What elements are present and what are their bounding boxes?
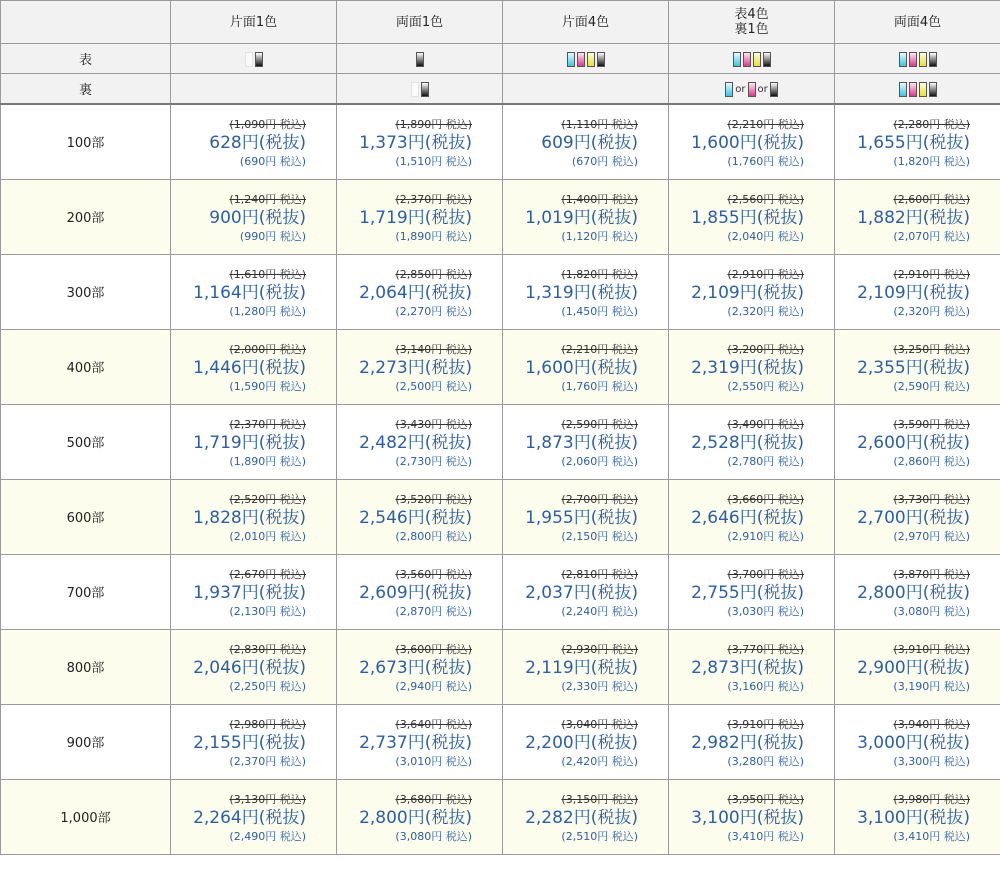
header-front4-back1 [669, 1, 835, 44]
price-cell[interactable] [669, 254, 835, 329]
quantity-label: 500部 [1, 404, 171, 479]
price-taxincl: (2,860円 税込) [893, 454, 970, 468]
price-taxincl: (2,070円 税込) [893, 229, 970, 243]
price-cell[interactable] [669, 104, 835, 179]
price-cell[interactable] [503, 179, 669, 254]
old-price-taxincl: (2,980円 税込) [229, 717, 306, 731]
quantity-row [1, 104, 1000, 179]
price-taxincl: (2,510円 税込) [561, 829, 638, 843]
old-price-taxincl: (2,810円 税込) [561, 567, 638, 581]
back-ink-cell [669, 74, 835, 105]
price-taxincl: (2,240円 税込) [561, 604, 638, 618]
price-taxincl: (2,420円 税込) [561, 754, 638, 768]
old-price-taxincl: (3,950円 税込) [727, 792, 804, 806]
price-taxexcl: 2,282円(税抜) [525, 807, 638, 828]
price-taxexcl: 2,900円(税抜) [857, 657, 970, 678]
price-taxexcl: 3,100円(税抜) [857, 807, 970, 828]
old-price-taxincl: (2,370円 税込) [395, 192, 472, 206]
price-cell[interactable] [835, 179, 1000, 254]
old-price-taxincl: (3,130円 税込) [229, 792, 306, 806]
price-cell[interactable] [835, 629, 1000, 704]
price-taxexcl: 1,600円(税抜) [525, 357, 638, 378]
old-price-taxincl: (2,000円 税込) [229, 342, 306, 356]
price-taxexcl: 2,155円(税抜) [193, 732, 306, 753]
quantity-label: 200部 [1, 179, 171, 254]
price-taxexcl: 3,000円(税抜) [857, 732, 970, 753]
price-cell[interactable] [503, 254, 669, 329]
old-price-taxincl: (3,250円 税込) [893, 342, 970, 356]
price-taxexcl: 2,673円(税抜) [359, 657, 472, 678]
quantity-row [1, 329, 1000, 404]
corner-cell [1, 1, 171, 44]
price-cell[interactable] [503, 704, 669, 779]
price-taxincl: (1,120円 税込) [561, 229, 638, 243]
front-ink-cell [337, 44, 503, 74]
price-cell[interactable] [171, 179, 337, 254]
header-label-line2: 裏1色 [734, 22, 769, 37]
magenta-ink-icon [909, 52, 917, 67]
price-taxexcl: 1,655円(税抜) [857, 132, 970, 153]
header-single-side-1color [171, 1, 337, 44]
price-taxexcl: 2,064円(税抜) [359, 282, 472, 303]
quantity-row [1, 254, 1000, 329]
price-cell[interactable] [171, 704, 337, 779]
blank-ink-icon [245, 52, 253, 67]
price-taxexcl: 1,719円(税抜) [359, 207, 472, 228]
old-price-taxincl: (1,110円 税込) [561, 117, 638, 131]
price-taxincl: (2,010円 税込) [229, 529, 306, 543]
quantity-row [1, 404, 1000, 479]
quantity-label: 1,000部 [1, 779, 171, 854]
price-cell[interactable] [835, 704, 1000, 779]
price-taxincl: (1,890円 税込) [229, 454, 306, 468]
old-price-taxincl: (1,090円 税込) [229, 117, 306, 131]
cyan-ink-icon [899, 52, 907, 67]
price-taxexcl: 1,882円(税抜) [857, 207, 970, 228]
price-taxexcl: 2,600円(税抜) [857, 432, 970, 453]
back-ink-cell [337, 74, 503, 105]
front-ink-cell [835, 44, 1000, 74]
price-cell[interactable] [669, 179, 835, 254]
quantity-label: 300部 [1, 254, 171, 329]
blank-ink-icon [411, 82, 419, 97]
old-price-taxincl: (3,870円 税込) [893, 567, 970, 581]
price-taxincl: (2,910円 税込) [727, 529, 804, 543]
price-taxexcl: 1,164円(税抜) [193, 282, 306, 303]
price-taxexcl: 2,737円(税抜) [359, 732, 472, 753]
yellow-ink-icon [919, 52, 927, 67]
magenta-ink-icon [743, 52, 751, 67]
price-taxexcl: 2,109円(税抜) [857, 282, 970, 303]
yellow-ink-icon [587, 52, 595, 67]
old-price-taxincl: (3,520円 税込) [395, 492, 472, 506]
old-price-taxincl: (3,910円 税込) [893, 642, 970, 656]
black-ink-icon [929, 52, 937, 67]
yellow-ink-icon [919, 82, 927, 97]
old-price-taxincl: (1,610円 税込) [229, 267, 306, 281]
front-ink-row [1, 44, 1000, 74]
old-price-taxincl: (3,660円 税込) [727, 492, 804, 506]
price-cell[interactable] [171, 779, 337, 854]
old-price-taxincl: (1,240円 税込) [229, 192, 306, 206]
price-taxincl: (2,270円 税込) [395, 304, 472, 318]
price-taxexcl: 1,828円(税抜) [193, 507, 306, 528]
price-taxexcl: 1,319円(税抜) [525, 282, 638, 303]
price-cell[interactable] [835, 254, 1000, 329]
price-cell[interactable] [337, 629, 503, 704]
price-taxexcl: 1,955円(税抜) [525, 507, 638, 528]
price-taxincl: (2,040円 税込) [727, 229, 804, 243]
front-ink-cell [503, 44, 669, 74]
price-taxincl: (690円 税込) [239, 154, 306, 168]
price-taxexcl: 1,719円(税抜) [193, 432, 306, 453]
price-taxexcl: 2,119円(税抜) [525, 657, 638, 678]
price-taxexcl: 2,800円(税抜) [857, 582, 970, 603]
price-taxexcl: 2,109円(税抜) [691, 282, 804, 303]
price-taxincl: (2,590円 税込) [893, 379, 970, 393]
header-row [1, 1, 1000, 44]
old-price-taxincl: (1,890円 税込) [395, 117, 472, 131]
price-taxincl: (3,280円 税込) [727, 754, 804, 768]
price-taxincl: (2,330円 税込) [561, 679, 638, 693]
price-taxincl: (3,010円 税込) [395, 754, 472, 768]
back-ink-row [1, 74, 1000, 105]
price-taxexcl: 2,482円(税抜) [359, 432, 472, 453]
price-cell[interactable] [669, 779, 835, 854]
price-rows [1, 104, 1000, 854]
quantity-label: 400部 [1, 329, 171, 404]
old-price-taxincl: (3,730円 税込) [893, 492, 970, 506]
old-price-taxincl: (3,560円 税込) [395, 567, 472, 581]
old-price-taxincl: (2,910円 税込) [727, 267, 804, 281]
price-cell[interactable] [171, 629, 337, 704]
old-price-taxincl: (3,490円 税込) [727, 417, 804, 431]
price-cell[interactable] [503, 629, 669, 704]
old-price-taxincl: (2,520円 税込) [229, 492, 306, 506]
price-taxincl: (1,760円 税込) [561, 379, 638, 393]
price-taxincl: (3,190円 税込) [893, 679, 970, 693]
old-price-taxincl: (3,640円 税込) [395, 717, 472, 731]
price-taxexcl: 2,046円(税抜) [193, 657, 306, 678]
price-taxincl: (3,030円 税込) [727, 604, 804, 618]
black-ink-icon [763, 52, 771, 67]
old-price-taxincl: (2,590円 税込) [561, 417, 638, 431]
price-taxexcl: 2,609円(税抜) [359, 582, 472, 603]
price-cell[interactable] [669, 404, 835, 479]
old-price-taxincl: (2,370円 税込) [229, 417, 306, 431]
price-taxincl: (1,280円 税込) [229, 304, 306, 318]
quantity-row [1, 779, 1000, 854]
quantity-row [1, 554, 1000, 629]
price-cell[interactable] [503, 554, 669, 629]
price-taxincl: (1,450円 税込) [561, 304, 638, 318]
price-cell[interactable] [503, 104, 669, 179]
price-taxincl: (1,510円 税込) [395, 154, 472, 168]
price-cell[interactable] [171, 404, 337, 479]
price-taxincl: (3,300円 税込) [893, 754, 970, 768]
price-taxincl: (1,590円 税込) [229, 379, 306, 393]
price-taxincl: (2,970円 税込) [893, 529, 970, 543]
header-label-line1: 表4色 [734, 7, 769, 22]
old-price-taxincl: (3,700円 税込) [727, 567, 804, 581]
price-taxincl: (2,370円 税込) [229, 754, 306, 768]
price-taxincl: (2,800円 税込) [395, 529, 472, 543]
price-cell[interactable] [503, 329, 669, 404]
price-taxincl: (1,760円 税込) [727, 154, 804, 168]
old-price-taxincl: (2,560円 税込) [727, 192, 804, 206]
price-cell[interactable] [337, 254, 503, 329]
price-cell[interactable] [171, 479, 337, 554]
price-cell[interactable] [503, 779, 669, 854]
price-taxincl: (2,130円 税込) [229, 604, 306, 618]
price-taxexcl: 2,755円(税抜) [691, 582, 804, 603]
back-ink-cell [835, 74, 1000, 105]
black-ink-icon [416, 52, 424, 67]
cyan-ink-icon [725, 82, 733, 97]
header-label: 両面1色 [395, 14, 444, 30]
old-price-taxincl: (2,930円 税込) [561, 642, 638, 656]
price-taxexcl: 2,982円(税抜) [691, 732, 804, 753]
price-cell[interactable] [171, 104, 337, 179]
price-taxexcl: 2,037円(税抜) [525, 582, 638, 603]
front-ink-cell [171, 44, 337, 74]
old-price-taxincl: (2,600円 税込) [893, 192, 970, 206]
old-price-taxincl: (3,980円 税込) [893, 792, 970, 806]
price-taxincl: (3,410円 税込) [893, 829, 970, 843]
price-cell[interactable] [171, 554, 337, 629]
magenta-ink-icon [909, 82, 917, 97]
magenta-ink-icon [577, 52, 585, 67]
old-price-taxincl: (2,700円 税込) [561, 492, 638, 506]
price-cell[interactable] [171, 254, 337, 329]
price-taxexcl: 2,273円(税抜) [359, 357, 472, 378]
price-taxexcl: 2,873円(税抜) [691, 657, 804, 678]
price-taxexcl: 628円(税抜) [209, 132, 306, 153]
price-taxexcl: 609円(税抜) [541, 132, 638, 153]
price-taxexcl: 3,100円(税抜) [691, 807, 804, 828]
price-taxexcl: 1,855円(税抜) [691, 207, 804, 228]
header-label: 両面4色 [893, 14, 942, 30]
price-taxexcl: 2,200円(税抜) [525, 732, 638, 753]
old-price-taxincl: (2,280円 税込) [893, 117, 970, 131]
price-taxincl: (2,490円 税込) [229, 829, 306, 843]
price-taxincl: (2,730円 税込) [395, 454, 472, 468]
price-taxincl: (3,160円 税込) [727, 679, 804, 693]
price-cell[interactable] [835, 404, 1000, 479]
front-ink-cell [669, 44, 835, 74]
price-taxincl: (2,320円 税込) [727, 304, 804, 318]
cyan-ink-icon [899, 82, 907, 97]
quantity-label: 600部 [1, 479, 171, 554]
price-taxincl: (3,410円 税込) [727, 829, 804, 843]
price-taxincl: (990円 税込) [239, 229, 306, 243]
price-taxincl: (2,870円 税込) [395, 604, 472, 618]
black-ink-icon [770, 82, 778, 97]
old-price-taxincl: (2,850円 税込) [395, 267, 472, 281]
price-taxexcl: 2,646円(税抜) [691, 507, 804, 528]
old-price-taxincl: (3,600円 税込) [395, 642, 472, 656]
price-cell[interactable] [669, 329, 835, 404]
price-taxexcl: 1,937円(税抜) [193, 582, 306, 603]
header-label: 片面4色 [561, 14, 610, 30]
black-ink-icon [255, 52, 263, 67]
old-price-taxincl: (1,400円 税込) [561, 192, 638, 206]
price-taxexcl: 1,873円(税抜) [525, 432, 638, 453]
price-taxincl: (2,500円 税込) [395, 379, 472, 393]
cyan-ink-icon [733, 52, 741, 67]
price-cell[interactable] [669, 629, 835, 704]
magenta-ink-icon [748, 82, 756, 97]
price-taxincl: (1,820円 税込) [893, 154, 970, 168]
price-cell[interactable] [835, 104, 1000, 179]
price-cell[interactable] [669, 554, 835, 629]
price-cell[interactable] [337, 104, 503, 179]
old-price-taxincl: (3,200円 税込) [727, 342, 804, 356]
black-ink-icon [929, 82, 937, 97]
header-label: 片面1色 [229, 14, 278, 30]
price-taxincl: (2,150円 税込) [561, 529, 638, 543]
old-price-taxincl: (3,940円 税込) [893, 717, 970, 731]
price-taxincl: (2,060円 税込) [561, 454, 638, 468]
old-price-taxincl: (3,680円 税込) [395, 792, 472, 806]
price-cell[interactable] [337, 779, 503, 854]
price-cell[interactable] [337, 179, 503, 254]
header-double-side-4color [835, 1, 1000, 44]
old-price-taxincl: (3,140円 税込) [395, 342, 472, 356]
header-double-side-1color [337, 1, 503, 44]
price-taxincl: (3,080円 税込) [395, 829, 472, 843]
price-cell[interactable] [669, 479, 835, 554]
quantity-label: 100部 [1, 104, 171, 179]
price-taxexcl: 1,019円(税抜) [525, 207, 638, 228]
old-price-taxincl: (2,210円 税込) [727, 117, 804, 131]
price-cell[interactable] [503, 404, 669, 479]
yellow-ink-icon [753, 52, 761, 67]
price-cell[interactable] [337, 329, 503, 404]
back-label: 裏 [1, 74, 171, 105]
old-price-taxincl: (2,670円 税込) [229, 567, 306, 581]
quantity-label: 700部 [1, 554, 171, 629]
old-price-taxincl: (2,830円 税込) [229, 642, 306, 656]
price-cell[interactable] [337, 704, 503, 779]
price-taxincl: (3,080円 税込) [893, 604, 970, 618]
price-cell[interactable] [835, 779, 1000, 854]
price-cell[interactable] [503, 479, 669, 554]
price-taxexcl: 900円(税抜) [209, 207, 306, 228]
price-cell[interactable] [337, 404, 503, 479]
quantity-label: 800部 [1, 629, 171, 704]
price-taxexcl: 2,528円(税抜) [691, 432, 804, 453]
back-ink-cell [503, 74, 669, 105]
quantity-row [1, 479, 1000, 554]
price-cell[interactable] [835, 554, 1000, 629]
price-cell[interactable] [669, 704, 835, 779]
price-taxincl: (2,550円 税込) [727, 379, 804, 393]
price-cell[interactable] [171, 329, 337, 404]
quantity-row [1, 704, 1000, 779]
quantity-row [1, 629, 1000, 704]
price-taxexcl: 2,800円(税抜) [359, 807, 472, 828]
price-taxincl: (2,320円 税込) [893, 304, 970, 318]
back-ink-cell [171, 74, 337, 105]
price-taxincl: (1,890円 税込) [395, 229, 472, 243]
old-price-taxincl: (1,820円 税込) [561, 267, 638, 281]
old-price-taxincl: (3,150円 税込) [561, 792, 638, 806]
old-price-taxincl: (3,910円 税込) [727, 717, 804, 731]
price-cell[interactable] [337, 479, 503, 554]
old-price-taxincl: (3,430円 税込) [395, 417, 472, 431]
price-cell[interactable] [835, 479, 1000, 554]
price-cell[interactable] [337, 554, 503, 629]
old-price-taxincl: (2,210円 税込) [561, 342, 638, 356]
old-price-taxincl: (3,590円 税込) [893, 417, 970, 431]
price-taxexcl: 1,373円(税抜) [359, 132, 472, 153]
price-taxincl: (2,250円 税込) [229, 679, 306, 693]
price-taxexcl: 1,446円(税抜) [193, 357, 306, 378]
header-single-side-4color [503, 1, 669, 44]
front-label: 表 [1, 44, 171, 74]
black-ink-icon [421, 82, 429, 97]
old-price-taxincl: (2,910円 税込) [893, 267, 970, 281]
black-ink-icon [597, 52, 605, 67]
old-price-taxincl: (3,040円 税込) [561, 717, 638, 731]
price-taxexcl: 2,319円(税抜) [691, 357, 804, 378]
price-cell[interactable] [835, 329, 1000, 404]
price-taxexcl: 2,700円(税抜) [857, 507, 970, 528]
price-taxincl: (2,940円 税込) [395, 679, 472, 693]
quantity-row [1, 179, 1000, 254]
quantity-label: 900部 [1, 704, 171, 779]
price-taxincl: (670円 税込) [571, 154, 638, 168]
cyan-ink-icon [567, 52, 575, 67]
price-taxexcl: 2,264円(税抜) [193, 807, 306, 828]
price-taxincl: (2,780円 税込) [727, 454, 804, 468]
price-taxexcl: 2,355円(税抜) [857, 357, 970, 378]
price-taxexcl: 2,546円(税抜) [359, 507, 472, 528]
or-text: or [735, 84, 746, 95]
old-price-taxincl: (3,770円 税込) [727, 642, 804, 656]
price-taxexcl: 1,600円(税抜) [691, 132, 804, 153]
or-text: or [757, 84, 768, 95]
